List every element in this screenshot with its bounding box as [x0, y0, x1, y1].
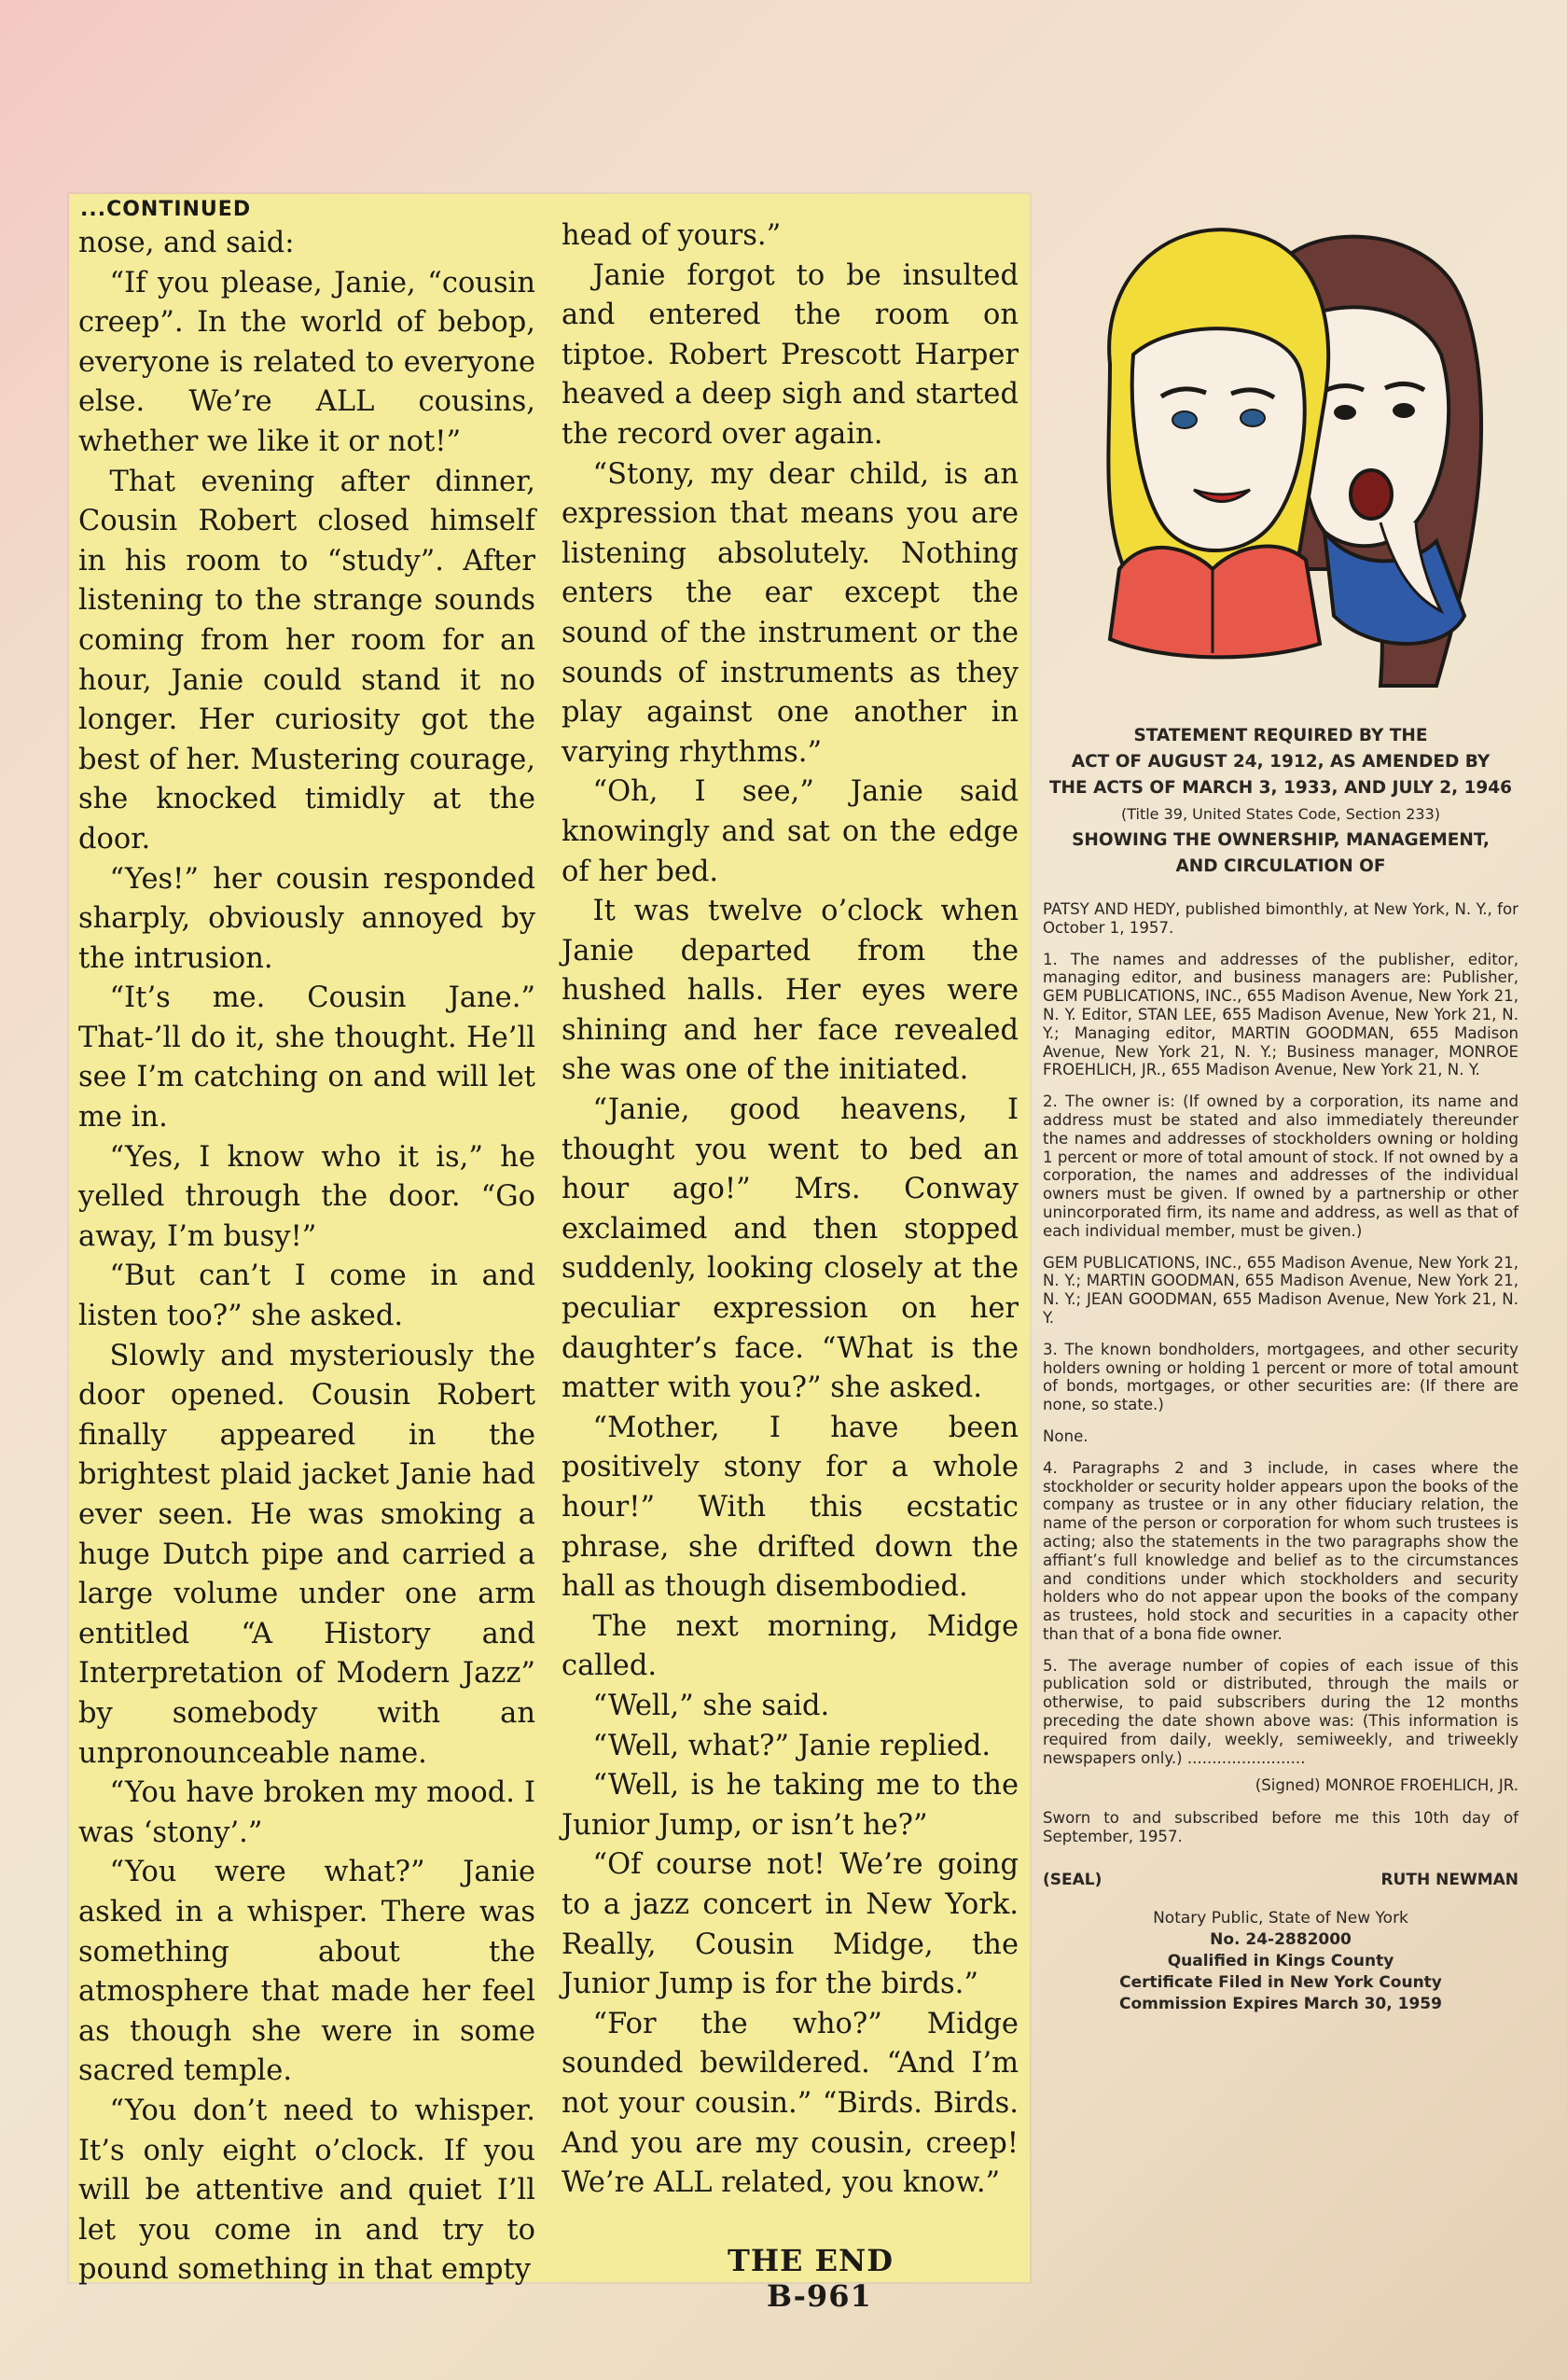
story-paragraph: That evening after dinner, Cousin Robert closed himself in his room to “study”. After listening to the strange sounds coming from her room for an hour, Janie could stand it no longer. Her curiosity got the best of her. Mustering courage, she knocked timidly at the door.	[78, 465, 535, 856]
statement-paragraph: PATSY AND HEDY, published bimonthly, at New York, N. Y., for October 1, 1957.	[1043, 900, 1518, 937]
statement-heading	[1043, 723, 1518, 880]
notary-line: Notary Public, State of New York	[1153, 1909, 1408, 1928]
notary-name: RUTH NEWMAN	[1380, 1871, 1518, 1890]
story-paragraph: “But can’t I come in and listen too?” she asked.	[78, 1260, 535, 1333]
story-column-middle	[562, 216, 1019, 2204]
statement-paragraph: GEM PUBLICATIONS, INC., 655 Madison Avenue, New York 21, N. Y.; MARTIN GOODMAN, 655 Madison Avenue, New York 21, N. Y.; JEAN GOODMAN, 655 Madison Avenue, New York 21, N. Y.	[1043, 1253, 1518, 1327]
seal-label: (SEAL)	[1043, 1871, 1102, 1890]
statement-paragraph: 2. The owner is: (If owned by a corporation, its name and address must be stated and also immediately thereunder the names and addresses of stockholders owning or holding 1 percent or more of total amount of stock. If not owned by a corporation, the names and addresses of the individual owners must be given. If owned by a partnership or other unincorporated firm, its name and address, as well as that of each individual member, must be given.)	[1043, 1093, 1518, 1240]
story-paragraph: “Yes, I know who it is,” he yelled through the door. “Go away, I’m busy!”	[78, 1140, 535, 1253]
statement-paragraph: 4. Paragraphs 2 and 3 include, in cases where the stockholder or security holder appears upon the books of the company as trustee or in any other fiduciary relation, the name of the person or corporation for whom such trustees is acting; also the statements in the two paragraphs show the affiant’s full knowledge and belief as to the circumstances and conditions under which stockholders and security holders who do not appear upon the books of the company as trustees, hold stock and securities in a capacity other than that of a bona fide owner.	[1043, 1458, 1518, 1643]
story-paragraph: “Well, what?” Janie replied.	[592, 1729, 992, 1762]
seal-row	[1043, 1871, 1518, 1889]
story-paragraph: Slowly and mysteriously the door opened. Cousin Robert finally appeared in the brightest plaid jacket Janie had ever seen. He was smoking a huge Dutch pipe and carried a large volume under one arm entitled “A History and Interpretation of Modern Jazz” by somebody with an unpronounceable name.	[78, 1339, 535, 1770]
story-paragraph: “It’s me. Cousin Jane.” That-’ll do it, she thought. He’ll see I’m catching on and will let me in.	[78, 981, 535, 1134]
statement-paragraph: 3. The known bondholders, mortgagees, and other security holders owning or holding 1 percent or more of total amount of bonds, mortgages, or other securities are: (If there are none, so state.)	[1043, 1340, 1518, 1414]
story-paragraph: “Yes!” her cousin responded sharply, obviously annoyed by the intrusion.	[78, 862, 535, 975]
notary-line: Qualified in Kings County	[1167, 1952, 1394, 1971]
notary-block	[1043, 1908, 1518, 2015]
story-paragraph: “Well, is he taking me to the Junior Jump, or isn’t he?”	[562, 1769, 1019, 1842]
heading-line: (Title 39, United States Code, Section 233)	[1120, 805, 1441, 823]
heading-line: STATEMENT REQUIRED BY THE	[1133, 726, 1428, 745]
two-girls-illustration	[1073, 215, 1502, 700]
story-paragraph: “Of course not! We’re going to a jazz concert in New York. Really, Cousin Midge, the Junior Jump is for the birds.”	[562, 1848, 1019, 2001]
story-paragraph: The next morning, Midge called.	[562, 1609, 1019, 1683]
sworn-line: Sworn to and subscribed before me this 10th day of September, 1957.	[1043, 1809, 1518, 1846]
story-paragraph: Janie forgot to be insulted and entered the room on tiptoe. Robert Prescott Harper heaved a deep sigh and started the record over again.	[562, 258, 1019, 451]
story-paragraph: “Well,” she said.	[592, 1689, 830, 1722]
brunette-open-mouth	[1351, 470, 1392, 519]
notary-line: Certificate Filed in New York County	[1119, 1973, 1442, 1993]
story-paragraph: “You don’t need to whisper. It’s only eight o’clock. If you will be attentive and quiet I’ll let you come in and try to pound something in that empty	[78, 2094, 535, 2287]
statement-paragraph: None.	[1043, 1427, 1089, 1445]
story-paragraph: “Oh, I see,” Janie said knowingly and sat on the edge of her bed.	[562, 775, 1019, 888]
statement-paragraph: 1. The names and addresses of the publisher, editor, managing editor, and business managers are: Publisher, GEM PUBLICATIONS, INC., 655 Madison Avenue, New York 21, N. Y. Editor, STAN LEE, 655 Madison Avenue, New York 21, N. Y.; Managing editor, MARTIN GOODMAN, 655 Madison Avenue, New York 21, N. Y.; Business manager, MONROE FROEHLICH, JR., 655 Madison Avenue, New York 21, N. Y.	[1043, 950, 1518, 1079]
story-paragraph: “If you please, Janie, “cousin creep”. In the world of bebop, everyone is related to everyone else. We’re ALL cousins, whether we like it or not!”	[78, 266, 535, 458]
heading-line: SHOWING THE OWNERSHIP, MANAGEMENT,	[1072, 830, 1490, 850]
heading-line: ACT OF AUGUST 24, 1912, AS AMENDED BY	[1071, 752, 1491, 772]
story-paragraph: It was twelve o’clock when Janie departed from the hushed halls. Her eyes were shining and her face revealed she was one of the initiated.	[562, 895, 1019, 1087]
story-end-line	[728, 2243, 1026, 2314]
heading-line: AND CIRCULATION OF	[1175, 856, 1386, 876]
story-paragraph: “You were what?” Janie asked in a whisper. There was something about the atmosphere that made her feel as though she were in some sacred temple.	[78, 1856, 535, 2088]
story-column-left	[78, 224, 535, 2290]
notary-line: No. 24-2882000	[1210, 1930, 1352, 1950]
story-paragraph: “Stony, my dear child, is an expression that means you are listening absolutely. Nothing enters the ear except the sound of the instrument or the sounds of instruments as they play against one another in varying rhythms.”	[562, 457, 1019, 769]
story-paragraph: “Janie, good heavens, I thought you went to bed an hour ago!” Mrs. Conway exclaimed and then stopped suddenly, looking closely at the peculiar expression on her daughter’s face. “What is the matter with you?” she asked.	[562, 1093, 1019, 1405]
the-end-label: THE END	[728, 2243, 894, 2278]
story-paragraph: “You have broken my mood. I was ‘stony’.”	[78, 1776, 535, 1849]
continued-label: ...CONTINUED	[80, 198, 252, 221]
story-paragraph: nose, and said:	[78, 227, 295, 259]
ownership-statement	[1043, 723, 1518, 2015]
signed-line: (Signed) MONROE FROEHLICH, JR.	[1255, 1776, 1518, 1795]
story-code: B-961	[767, 2278, 872, 2314]
notary-line: Commission Expires March 30, 1959	[1119, 1995, 1442, 2014]
story-paragraph: “Mother, I have been positively stony for a whole hour!” With this ecstatic phrase, she drifted down the hall as though disembodied.	[562, 1411, 1019, 1604]
story-paragraph: “For the who?” Midge sounded bewildered. “And I’m not your cousin.” “Birds. Birds. And you are my cousin, creep! We’re ALL related, you know.”	[562, 2007, 1019, 2200]
story-paragraph: head of yours.”	[562, 219, 782, 252]
blonde-face	[1132, 328, 1305, 550]
statement-paragraph: 5. The average number of copies of each issue of this publication sold or distributed, through the mails or otherwise, to paid subscribers during the 12 months preceding the date shown above was: (This information is required from daily, weekly, semiweekly, and triweekly newspapers only.) ........................	[1043, 1656, 1518, 1767]
heading-line: THE ACTS OF MARCH 3, 1933, AND JULY 2, 1946	[1048, 778, 1513, 798]
